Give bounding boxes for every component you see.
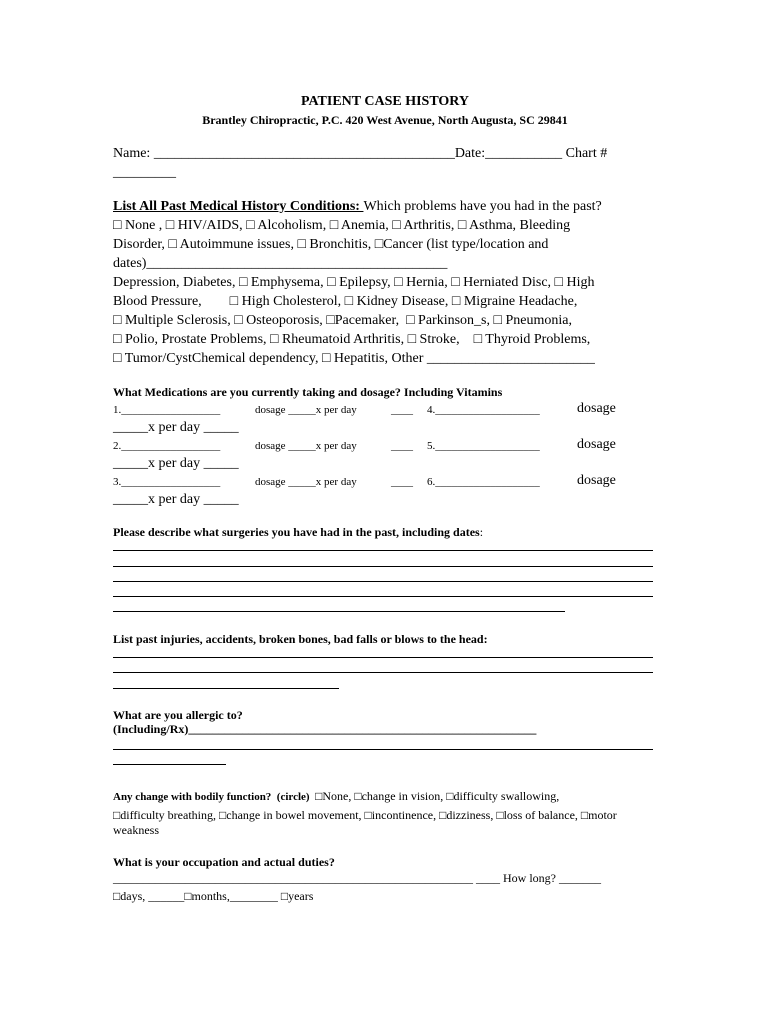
allergies-answer-line[interactable] [113, 749, 653, 750]
injuries-answer-line[interactable] [113, 688, 339, 689]
surgeries-answer-line[interactable] [113, 596, 653, 597]
occupation-duration-options[interactable]: □days, ______□months,________ □years [113, 889, 314, 903]
allergies-rx-field[interactable]: (Including/Rx)__________________________________________________________ [113, 722, 537, 736]
medication-4-field[interactable]: 4.___________________ [427, 404, 540, 416]
injuries-heading: List past injuries, accidents, broken bones, bad falls or blows to the head: [113, 632, 488, 646]
medication-2-field[interactable]: 2.__________________ [113, 440, 221, 452]
surgeries-answer-line[interactable] [113, 550, 653, 551]
medication-3-field[interactable]: 3.__________________ [113, 476, 221, 488]
allergies-answer-line[interactable] [113, 764, 226, 765]
condition-list-line[interactable]: dates)___________________________________________ [113, 256, 448, 271]
history-heading-line [113, 199, 602, 215]
bodily-function-options[interactable]: weakness [113, 823, 159, 837]
medication-3-blank[interactable]: ____ [391, 476, 413, 488]
condition-list-line[interactable]: □ None , □ HIV/AIDS, □ Alcoholism, □ Anemia, □ Arthritis, □ Asthma, Bleeding [113, 218, 571, 233]
surgeries-heading-line [113, 525, 483, 540]
medication-1-dosage[interactable]: dosage _____x per day [255, 404, 357, 416]
injuries-answer-line[interactable] [113, 672, 653, 673]
medication-3-frequency[interactable]: _____x per day _____ [113, 492, 239, 507]
medication-2-frequency[interactable]: _____x per day _____ [113, 456, 239, 471]
medication-3-dosage[interactable]: dosage _____x per day [255, 476, 357, 488]
condition-list-line[interactable]: □ Multiple Sclerosis, □ Osteoporosis, □Pacemaker, □ Parkinson_s, □ Pneumonia, [113, 313, 572, 328]
condition-list-line[interactable]: Depression, Diabetes, □ Emphysema, □ Epilepsy, □ Hernia, □ Herniated Disc, □ High [113, 275, 595, 290]
medication-5-field[interactable]: 5.___________________ [427, 440, 540, 452]
surgeries-answer-line[interactable] [113, 566, 653, 567]
condition-list-line[interactable]: □ Tumor/CystChemical dependency, □ Hepatitis, Other ________________________ [113, 351, 595, 366]
chart-number-field[interactable]: _________ [113, 165, 176, 180]
allergies-heading: What are you allergic to? [113, 708, 243, 722]
history-question: Which problems have you had in the past? [363, 199, 602, 214]
occupation-field[interactable]: ____________________________________________________________ ____ How long? _______ [113, 871, 601, 885]
condition-list-line[interactable]: Disorder, □ Autoimmune issues, □ Bronchitis, □Cancer (list type/location and [113, 237, 549, 252]
surgeries-colon: : [479, 525, 484, 539]
medication-5-dosage-label: dosage [577, 437, 616, 452]
medication-2-blank[interactable]: ____ [391, 440, 413, 452]
medication-1-field[interactable]: 1.__________________ [113, 404, 221, 416]
surgeries-answer-line[interactable] [113, 611, 565, 612]
bodily-function-line[interactable] [113, 789, 559, 804]
medication-2-dosage[interactable]: dosage _____x per day [255, 440, 357, 452]
bodily-function-options[interactable]: □None, □change in vision, □difficulty swallowing, [315, 789, 560, 803]
clinic-address: Brantley Chiropractic, P.C. 420 West Avenue, North Augusta, SC 29841 [202, 113, 568, 127]
medication-4-dosage-label: dosage [577, 401, 616, 416]
injuries-answer-line[interactable] [113, 657, 653, 658]
condition-list-line[interactable]: Blood Pressure, □ High Cholesterol, □ Kidney Disease, □ Migraine Headache, [113, 294, 578, 309]
surgeries-heading: Please describe what surgeries you have had in the past, including dates [113, 525, 480, 539]
bodily-function-options[interactable]: □difficulty breathing, □change in bowel movement, □incontinence, □dizziness, □loss of balance, □motor [113, 808, 617, 822]
bodily-function-label: Any change with bodily function? (circle) [113, 791, 316, 803]
medications-heading: What Medications are you currently taking and dosage? Including Vitamins [113, 385, 503, 399]
medication-1-frequency[interactable]: _____x per day _____ [113, 420, 239, 435]
medication-6-dosage-label: dosage [577, 473, 616, 488]
name-date-chart-line[interactable]: Name: ___________________________________________Date:___________ Chart # [113, 146, 608, 161]
history-heading: List All Past Medical History Conditions: [113, 199, 364, 214]
form-title: PATIENT CASE HISTORY [300, 94, 470, 109]
surgeries-answer-line[interactable] [113, 581, 653, 582]
medication-1-blank[interactable]: ____ [391, 404, 413, 416]
occupation-heading: What is your occupation and actual duties? [113, 855, 335, 869]
medication-6-field[interactable]: 6.___________________ [427, 476, 540, 488]
condition-list-line[interactable]: □ Polio, Prostate Problems, □ Rheumatoid Arthritis, □ Stroke, □ Thyroid Problems, [113, 332, 591, 347]
